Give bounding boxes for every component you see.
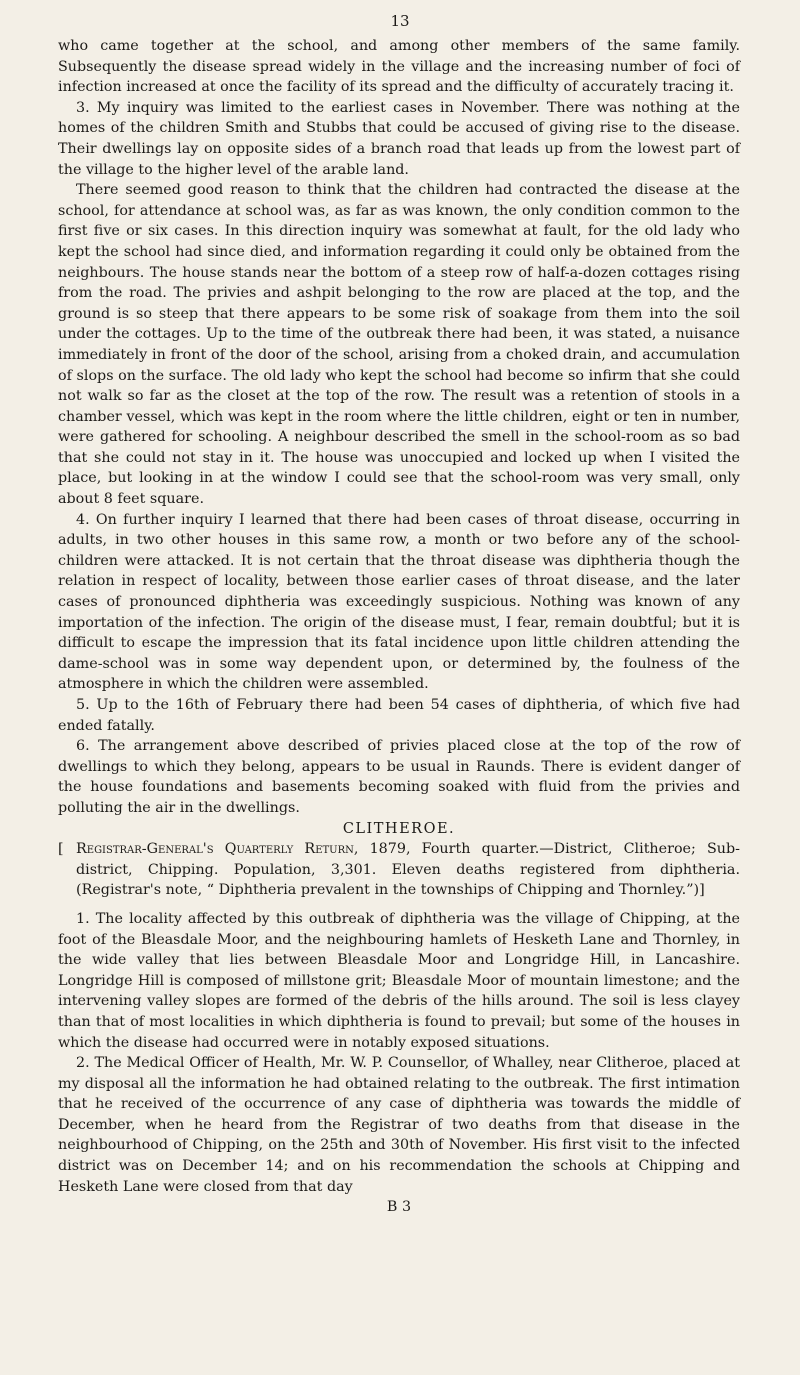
paragraph-3-continued: There seemed good reason to think that the children had contracted the disease at the school, for attendance at school was, as far as was known, the only condition common to the first five or six cases. In this direction inquiry was somewhat at fault, for the old lady who kept the school had since died, and information regarding it could only be obtained from the neighbours. The house stands near the bottom of a steep row of half-a-dozen cottages rising from the road. The privies and ashpit belonging to the row are placed at the top, and the ground is so steep that there appears to be some risk of soakage from them into the soil under the cottages. Up to the time of the outbreak there had been, it was stated, a nuisance immediately in front of the door of the school, arising from a choked drain, and accumulation of slops on the surface. The old lady who kept the school had become so infirm that she could not walk so far as the closet at the top of the row. The result was a retention of stools in a chamber vessel, which was kept in the room where the little children, eight or ten in number, were gathered for schooling. A neighbour described the smell in the school-room as so bad that she could not stay in it. The house was unoccupied and locked up when I visited the place, but looking in at the window I could see that the school-room was very small, only about 8 feet square. <box>58 182 740 508</box>
paragraph-3: 3. My inquiry was limited to the earliest cases in November. There was nothing at the homes of the children Smith and Stubbs that could be accused of giving rise to the disease. Their dwellings lay on opposite sides of a branch road that leads up from the lowest part of the village to the higher level of the arable land. <box>58 99 740 178</box>
paragraph-6: 6. The arrangement above described of privies placed close at the top of the row of dwellings to which they belong, appears to be usual in Raunds. There is evident danger of the house foundations and basements becoming soaked with fluid from the privies and polluting the air in the dwellings. <box>58 738 740 816</box>
note-text: , 1879, Fourth quarter.—District, Clitheroe; Sub-district, Chipping. Population, 3,301. Eleven deaths registered from diphtheria. (Registrar's note, “ Diphtheria prevalent in the townships of Chipping and Thornley.”)] <box>76 841 740 899</box>
clitheroe-paragraph-2: 2. The Medical Officer of Health, Mr. W. P. Counsellor, of Whalley, near Clitheroe, placed at my disposal all the information he had obtained relating to the outbreak. The first intimation that he received of the occurrence of any case of diphtheria was towards the middle of December, when he heard from the Registrar of two deaths from that disease in the neighbourhood of Chipping, on the 25th and 30th of November. His first visit to the infected district was on December 14; and on his recommendation the schools at Chipping and Hesketh Lane were closed from that day <box>58 1055 740 1195</box>
paragraph-5: 5. Up to the 16th of February there had been 54 cases of diphtheria, of which five had ended fatally. <box>58 697 740 734</box>
clitheroe-paragraph-1: 1. The locality affected by this outbreak of diphtheria was the village of Chipping, at the foot of the Bleasdale Moor, and the neighbouring hamlets of Hesketh Lane and Thornley, in the wide valley that lies between Bleasdale Moor and Longridge Hill, in Lancashire. Longridge Hill is composed of millstone grit; Bleasdale Moor of mountain limestone; and the intervening valley slopes are formed of the debris of the hills around. The soil is less clayey than that of most localities in which diphtheria is found to prevail; but some of the houses in which the disease had occurred were in notably exposed situations. <box>58 910 740 1051</box>
signature-mark: B 3 <box>386 1199 412 1216</box>
page-number: 13 <box>390 12 410 30</box>
note-bracket: [ <box>58 841 64 858</box>
registrar-note <box>58 839 740 901</box>
paragraph-continuation: who came together at the school, and among other members of the same family. Subsequently the disease spread widely in the village and the increasing number of foci of infection increased at once the facility of its spread and the difficulty of accurately tracing it. <box>58 38 740 96</box>
note-source: Registrar-General's Quarterly Return <box>76 841 354 858</box>
section-title: CLITHEROE. <box>342 820 456 837</box>
paragraph-4: 4. On further inquiry I learned that there had been cases of throat disease, occurring in adults, in two other houses in this same row, a month or two before any of the school-children were attacked. It is not certain that the throat disease was diphtheria though the relation in respect of locality, between those earlier cases of throat disease, and the later cases of pronounced diphtheria was exceedingly suspicious. Nothing was known of any importation of the infection. The origin of the disease must, I fear, remain doubtful; but it is difficult to escape the impression that its fatal incidence upon little children attending the dame-school was in some way dependent upon, or determined by, the foulness of the atmosphere in which the children were assembled. <box>58 511 740 693</box>
body-text <box>58 36 740 1218</box>
